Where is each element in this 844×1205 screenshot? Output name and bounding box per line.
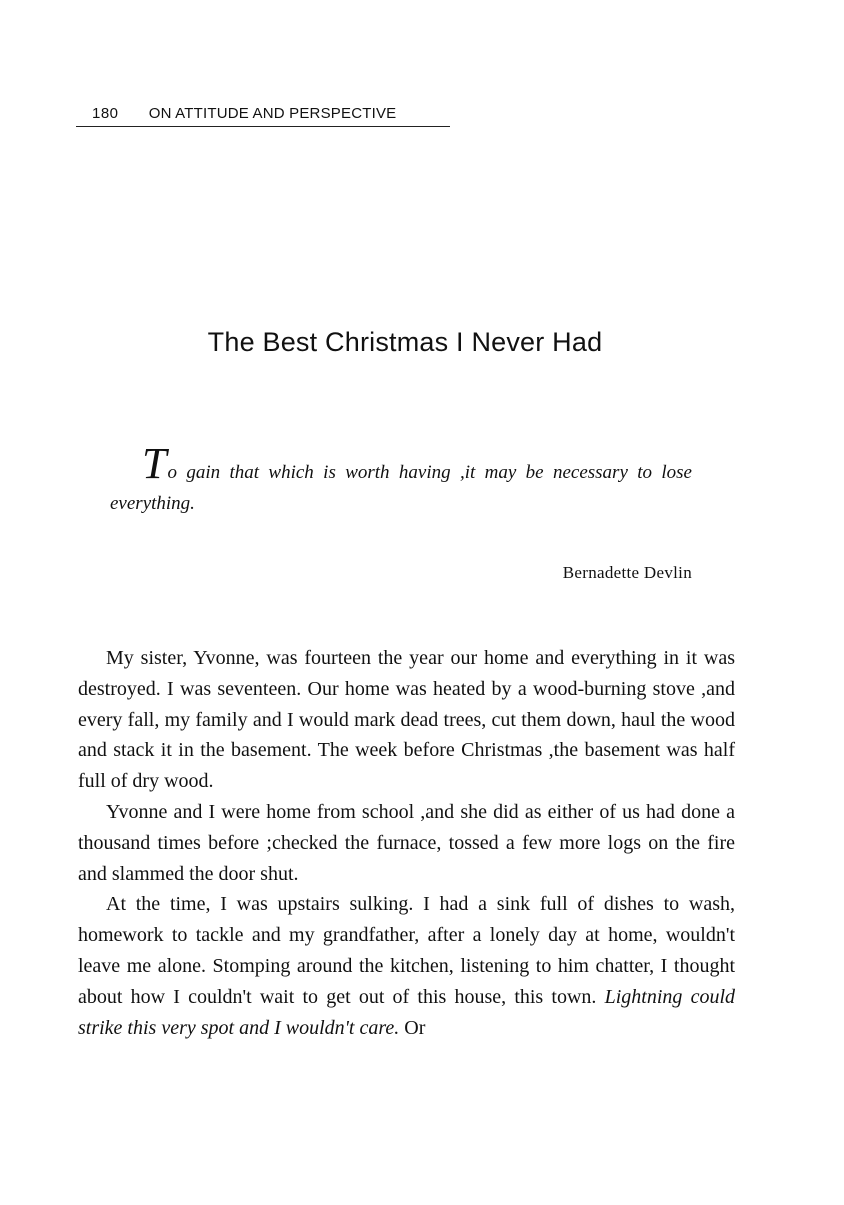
paragraph-tail: Or <box>404 1016 426 1039</box>
epigraph <box>110 439 692 519</box>
paragraph: My sister, Yvonne, was fourteen the year our home and everything in it was destroyed. I was seventeen. Our home was heated by a wood-burning stove ,and every fall, my family and I would mark dead trees, cut them down, haul the wood and stack it in the basement. The week before Christmas ,the basement was half full of dry wood. <box>78 647 735 793</box>
paragraph: Yvonne and I were home from school ,and she did as either of us had done a thousand times before ;checked the furnace, tossed a few more logs on the fire and slammed the door shut. <box>78 800 735 885</box>
section-title: ON ATTITUDE AND PERSPECTIVE <box>148 105 397 122</box>
paragraph <box>78 889 735 1043</box>
chapter-title: The Best Christmas I Never Had <box>207 327 603 357</box>
epigraph-text: o gain that which is worth having ,it may be necessary to lose everything. <box>110 462 692 514</box>
paragraph-text: At the time, I was upstairs sulking. I had a sink full of dishes to wash, homework to tackle and my grandfather, after a lonely day at home, wouldn't leave me alone. Stomping around the kitchen, listening to him chatter, I thought about how I couldn't wait to get out of this house, this town. <box>78 893 735 1008</box>
body-text <box>78 643 735 1043</box>
epigraph-attribution: Bernadette Devlin <box>562 563 692 582</box>
epigraph-drop-cap: T <box>142 439 167 488</box>
italic-sentence: Lightning could strike this very spot and I wouldn't care. <box>78 985 736 1039</box>
page-number: 180 <box>92 105 119 122</box>
running-head <box>76 102 450 127</box>
